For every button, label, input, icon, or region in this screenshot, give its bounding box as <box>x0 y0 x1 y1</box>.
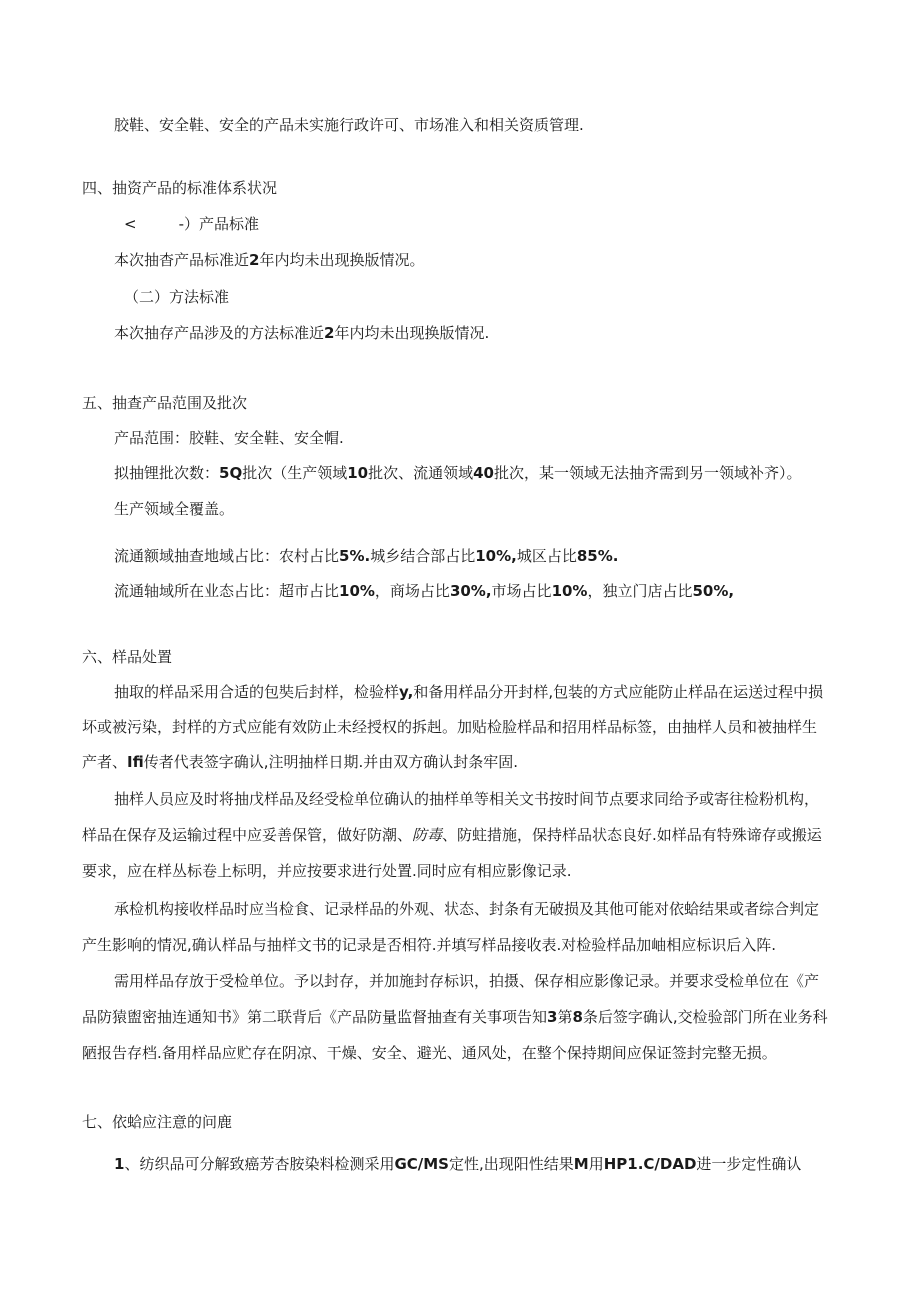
section-6-p2-line2 <box>82 824 822 846</box>
text-run: Ifi <box>127 753 144 771</box>
text-run: 批次（生产领域 <box>242 464 348 482</box>
text-run: 30%, <box>449 582 492 600</box>
section-6-p4-line1: 需用样品存放于受检单位。予以封存，并加施封存标识，拍摄、保存相应影像记录。并要求受检单位在《产 <box>114 972 820 990</box>
text-run: 5%. <box>339 547 371 565</box>
section-7-heading: 七、依蛤应注意的问鹿 <box>82 1113 233 1131</box>
text-run: 第 <box>557 1008 573 1026</box>
section-4-sub2-text <box>114 322 489 344</box>
sub1-left-mark: < <box>124 215 137 233</box>
text-run: M <box>573 1155 589 1173</box>
section-5-area-ratio <box>114 545 618 567</box>
sub1-title: -）产品标准 <box>178 215 259 233</box>
text-run: 本次抽杳产品标准近 <box>114 251 250 269</box>
text-run: 50%, <box>692 582 735 600</box>
text-run: 年内均未出现换版情况。 <box>259 251 425 269</box>
section-6-p3-line2: 产生影响的情况,确认样品与抽样文书的记录是否相符.并填写样品接收表.对检验样品加岫相应标识后入阵. <box>82 936 777 954</box>
section-5-heading: 五、抽查产品范围及批次 <box>82 394 248 412</box>
text-run: 本次抽存产品涉及的方法标准近 <box>114 324 325 342</box>
text-run: 年内均未出现换版情况. <box>334 324 490 342</box>
text-run: 用 <box>588 1155 604 1173</box>
text-run: 防毒 <box>412 826 443 844</box>
section-5-coverage: 生产领域全覆盖。 <box>114 500 235 518</box>
text-run: 市场占比 <box>491 582 552 600</box>
text-run: 流通轴域所在业态占比：超市占比 <box>114 582 340 600</box>
text-run: 批次、流通领域 <box>368 464 474 482</box>
text-run: 10% <box>339 582 375 600</box>
text-run: 样品在保存及运输过程中应妥善保管，做好防潮、 <box>82 826 413 844</box>
text-run: 和备用样品分开封样,包装的方式应能防止样品在运送过程中损 <box>413 683 824 701</box>
section-4-sub1-text <box>114 249 424 271</box>
section-6-p3-line1: 承检机构接收样品时应当检食、记录样品的外观、状态、封条有无破损及其他可能对依蛤结果或者综合判定 <box>114 900 820 918</box>
text-run: 10 <box>347 464 369 482</box>
text-run: 品防猿盥密抽连通知书》第二联背后《产品防量监督抽查有关事项告知 <box>82 1008 548 1026</box>
text-run: HP1.C/DAD <box>603 1155 697 1173</box>
section-5-batches <box>114 462 802 484</box>
text-run: ，独立门店占比 <box>587 582 693 600</box>
intro-text: 胶鞋、安全鞋、安全的产品未实施行政许可、市场准入和相关资质管理. <box>114 116 584 134</box>
text-run: 5Q <box>219 464 243 482</box>
section-6-heading: 六、样品处置 <box>82 648 173 666</box>
text-run: GC/MS <box>394 1155 449 1173</box>
text-run: y, <box>399 683 414 701</box>
section-5-business-ratio <box>114 580 734 602</box>
text-run: 抽取的样品采用合适的包奘后封样，检验样 <box>114 683 400 701</box>
text-run: 条后签字确认,交检验部门所在业务科 <box>582 1008 828 1026</box>
text-run: 进一步定性确认 <box>696 1155 802 1173</box>
text-run: 城乡结合部占比 <box>370 547 476 565</box>
text-run: 3 <box>547 1008 558 1026</box>
text-run: 10%, <box>475 547 517 565</box>
section-6-p1-line3 <box>82 751 518 773</box>
section-6-p1-line2: 坏或被污染，封样的方式应能有效防止未经授权的拆赳。加贴检脸样品和招用样品标签，由抽样人员和被抽样生 <box>82 718 818 736</box>
section-6-p4-line2 <box>82 1006 828 1028</box>
text-run: 1 <box>114 1155 125 1173</box>
text-run: 、纺织品可分解致癌芳杏胺染料检测采用 <box>124 1155 395 1173</box>
text-run: 传者代表签字确认,注明抽样日期.并由双方确认封条牢固. <box>143 753 519 771</box>
text-run: 2 <box>249 251 260 269</box>
text-run: 40 <box>473 464 494 482</box>
text-run: 8 <box>572 1008 583 1026</box>
section-6-p4-line3: 陋报告存档.备用样品应贮存在阴凉、干燥、安全、避光、通风处，在整个保持期间应保证签封完整无损。 <box>82 1044 777 1062</box>
section-4-sub2-heading: （二）方法标准 <box>124 288 230 306</box>
text-run: 产者、 <box>82 753 128 771</box>
section-7-item-1 <box>114 1153 801 1175</box>
text-run: 2 <box>324 324 335 342</box>
text-run: ，商场占比 <box>374 582 450 600</box>
text-run: 定性,出现阳性结果 <box>448 1155 574 1173</box>
text-run: 城区占比 <box>516 547 577 565</box>
section-6-p1-line1 <box>114 681 823 703</box>
text-run: 85%. <box>576 547 619 565</box>
section-4-sub1-heading <box>124 213 259 235</box>
text-run: 10% <box>551 582 588 600</box>
text-run: 批次，某一领域无法抽齐需到另一领域补齐）。 <box>494 464 802 482</box>
text-run: 拟抽锂批次数： <box>114 464 220 482</box>
section-6-p2-line3: 要求，应在样丛标卷上标明，并应按要求进行处置.同时应有相应影像记录. <box>82 862 572 880</box>
text-run: 、防蛀措施，保持样品状态良好.如样品有特殊谛存或搬运 <box>442 826 822 844</box>
section-4-heading: 四、抽资产品的标准体系状况 <box>82 179 278 197</box>
section-6-p2-line1: 抽样人员应及时将抽戊样品及经受检单位确认的抽样单等相关文书按时间节点要求同给予或寄往检粉机构， <box>114 790 820 808</box>
section-5-scope: 产品范围：胶鞋、安全鞋、安全帽. <box>114 429 344 447</box>
intro-paragraph <box>114 114 584 136</box>
text-run: 流通额域抽查地域占比：农村占比 <box>114 547 340 565</box>
